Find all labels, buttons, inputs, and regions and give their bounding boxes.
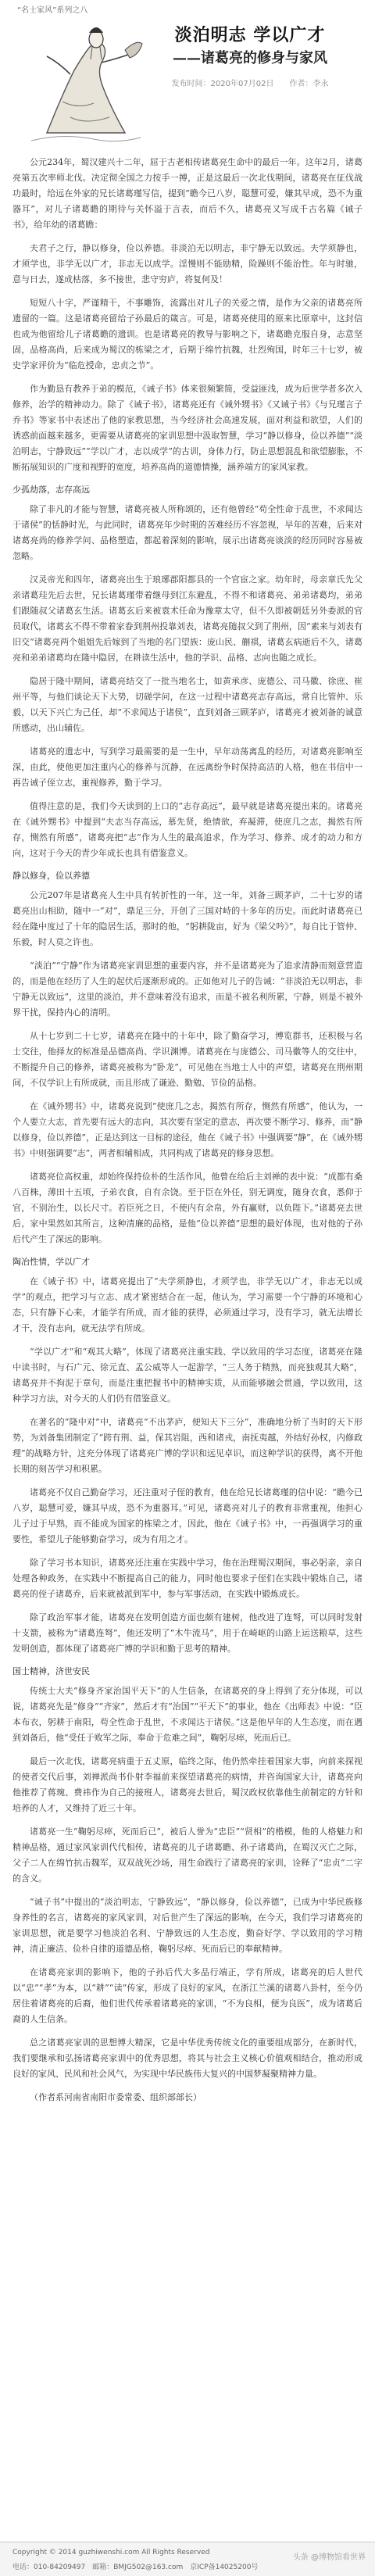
body-paragraph: 最后一次北伐，诸葛亮病重于五丈原，临终之际，他仍然牵挂着国家大事，向前来探视的使者交代后事，刘禅派尚书仆射李福前来探望诸葛亮的病情，并咨询国家大计，诸葛亮向他推荐了蒋琬、费祎作为自己的接班人，诸葛亮去世后，蜀汉政权依靠他生前制定的方针和培养的人才，又维持了近三十年。 (12, 1756, 362, 1813)
body-paragraph: 从十七岁到二十七岁，诸葛亮在隆中的十年中，除了勤奋学习，博览群书，还积极与名士交往，他择友的标准是品德高尚、学识渊博。诸葛亮在与庞德公、司马徽等人的交往中，不断提升自己的修养，诸葛亮被称为“卧龙”，可见他在当地士人中的声望，诸葛亮在荆州期间，不仅学识上有所成就，而且形成了谦逊、勤勉、节俭的品格。 (12, 1031, 362, 1088)
article-subtitle: ——诸葛亮的修身与家风 (173, 50, 327, 66)
body-paragraph: 公元234年，蜀汉建兴十二年，屈于古老相传诸葛亮生命中的最后一年。这年2月，诸葛亮第五次率师北伐。决定彻全国之力按手一搏，正是这最后一次北伐期间，诸葛亮在征伐战功最时，给远在外家的兄长诸葛瑾写信，提到“瞻今已八岁，聪慧可爱，嫌其早成，恐不为重器耳”，对儿子诸葛瞻的期待与关怀溢于言表，而后不久，诸葛亮又写成千古名篇《诫子书》，给年幼的诸葛瞻： (12, 157, 362, 230)
body-paragraph: 值得注意的是，我们今天读到的上口的“志存高远”，最早就是诸葛亮提出来的。诸葛亮在《诫外甥书》中提到“夫志当存高远，慕先贤，绝情欲，弃凝滞，使庶几之志，揭然有所存，恻然有所感”，诸葛亮把“志”作为人生的最高追求，作为学习、修养、成才的动力和方向，这对于今天的青少年成长也具有借鉴意义。 (12, 801, 362, 858)
author-note: （作者系河南省南阳市委常委、组织部部长） (30, 2092, 202, 2102)
watermark-text: 头条 @博物馆看世界 (292, 2553, 366, 2562)
body-paragraph: 总之诸葛亮家训的思想博大精深，它是中华优秀传统文化的重要组成部分，在新时代，我们要继承和弘扬诸葛亮家训中的优秀思想，将其与社会主义核心价值观相结合，推动形成良好的家风、民风和社会风气，为实现中华民族伟大复兴的中国梦凝聚精神力量。 (12, 2038, 362, 2079)
body-paragraph: 除了非凡的才能与智慧，诸葛亮被人所称颂的，还有他曾经“苟全性命于乱世，不求闻达于诸侯”的恬静时光，与此同时，诸葛亮年少时期的苦难经历不容忽视，早年的苦难，后来对诸葛亮尚的修养学问、品格塑造，都起着深刻的影响，展示出诸葛亮谈淡的经历同时容易被忽略。 (12, 504, 362, 561)
article-meta: 发布时间：2020年07月02日 作者：李永 (171, 80, 329, 88)
page-footer (0, 2542, 375, 2576)
body-paragraph: “诫子书”中提出的“淡泊明志，宁静致远”，“静以修身，俭以养德”，已成为中华民族修身养性的名言，诸葛亮的家风家训，对后世产生了深远的影响，在今天，我们学习诸葛亮的家训思想，就是要学习他淡泊名利、宁静致远的人生态度，勤奋好学、学以致用的学习精神，清正廉洁、俭朴自律的道德品格，鞠躬尽瘁、死而后已的奉献精神。 (12, 1897, 362, 1954)
body-paragraph: 汉灵帝光和四年，诸葛亮出生于琅琊郡阳都县的一个官宦之家。幼年时，母亲章氏先父亲诸葛珪先后去世，兄长诸葛瑾带着继母到江东避乱，不得不和诸葛亮、弟弟诸葛均，弟弟们跟随叔父诸葛玄生活。诸葛玄后来被袁术任命为豫章太守，但不久即被朝廷另外委派的官员取代，诸葛玄不得不带着家眷到荆州投靠刘表，诸葛亮随叔父到了荆州，因“素来与刘表有旧交”诸葛亮两个姐姐先后嫁到了当地的名门望族：庞山民、蒯祺，诸葛玄病逝后不久，诸葛亮和弟弟诸葛均在隆中隐居，在耕读生活中，他的学识、品格、志向也随之成长。 (12, 574, 362, 663)
body-paragraph: 传统士大夫“修身齐家治国平天下”的人生信条，在诸葛亮的身上得到了充分体现，可以说，诸葛亮先是“修身”“齐家”，然后才有“治国”“平天下”的事业，他在《出师表》中说：“臣本布衣，躬耕于南阳，苟全性命于乱世，不求闻达于诸侯。”这是他早年的人生态度，而在遇到刘备后，他“受任于败军之际，奉命于危难之间”，鞠躬尽瘁，死而后已。 (12, 1686, 362, 1743)
ink-figure-drawing (16, 16, 148, 147)
body-paragraph: 诸葛亮一生“鞠躬尽瘁，死而后已”，被后人誉为“忠臣”“贤相”的楷模，他的人格魅力和精神品格，通过家风家训代代相传，诸葛亮的儿子诸葛瞻、孙子诸葛尚，在蜀汉灭亡之际，父子二人在绵竹抗击魏军，双双战死沙场，用生命践行了诸葛亮的家训，诠释了“忠贞”二字的含义。 (12, 1826, 362, 1884)
zhuge-liang-illustration (16, 16, 148, 147)
contact-text: 电话：010-84209497 邮箱：BMJG502@163.com 京ICP备14025200号 (12, 2563, 259, 2571)
body-paragraph: 诸葛亮不仅自己勤奋学习，还注重对子侄的教育，他在给兄长诸葛瑾的信中说：“瞻今已八岁，聪慧可爱，嫌其早成，恐不为重器耳。”可见，诸葛亮对儿子的教育非常重视，他担心儿子过于早熟，而不能成为国家的栋梁之才，因此，他在《诫子书》中，一再强调学习的重要性，希望儿子能够勤奋学习，成为有用之才。 (12, 1487, 362, 1544)
body-paragraph: 夫君子之行，静以修身，俭以养德。非淡泊无以明志，非宁静无以致远。夫学须静也，才须学也，非学无以广才，非志无以成学。淫慢则不能励精，险躁则不能治性。年与时驰，意与日去，遂成枯落，多不接世，悲守穷庐，将复何及！ (12, 243, 362, 284)
body-paragraph: 诸葛亮的遗志中，写到学习最需要的是一生中，早年动荡离乱的经历，对诸葛亮影响至深，由此，使他更加注重内心的修养与沉静，在远离纷争时保持高洁的人格，他在书信中一再告诫子侄立志，重视修养，勤于学习。 (12, 746, 362, 788)
body-paragraph: 除了学习书本知识，诸葛亮还注重在实践中学习，他在治理蜀汉期间，事必躬亲，亲自处理各种政务，在实践中不断提高自己的能力，同时他也要求子侄们在实践中锻炼自己，诸葛亮的侄子诸葛乔，后来就被派到军中，参与军事活动，在实践中锻炼成长。 (12, 1558, 362, 1599)
body-paragraph: 短短八十字，严谨精干，不事雕饰，流露出对儿子的关爱之情，是作为父亲的诸葛亮所遗留的一篇。这是诸葛亮留给子孙最后的箴言。可是，诸葛亮使用的原来比原章中，这封信也成为他留给儿子诸葛瞻的遗训。也是诸葛亮的教导与影响之下，诸葛瞻克服自身，志意坚固，品格高尚，后来成为蜀汉的栋梁之才，后期于绵竹抗魏，壮烈殉国，时年三十七岁，被史学家评价为“临危授命，忠贞之节”。 (12, 298, 362, 370)
body-paragraph: “淡泊”“宁静”作为诸葛亮家训思想的重要内容，并不是诸葛亮为了追求清静而刻意营造的，而是他在经历了人生的起伏后逐渐形成的。正如他对儿子的告诫：“非淡泊无以明志，非宁静无以致远”，这里的淡泊，并不意味着没有追求，而是不被名利所累，宁静，则是不被外界干扰，保持内心的清明。 (12, 961, 362, 1018)
body-paragraph: 在诸葛亮家训的影响下，他的子孙后代大多品行端正，学有所成，诸葛亮的后人世代以“忠”“孝”为本，以“耕”“读”传家，形成了良好的家风，在浙江兰溪的诸葛八卦村，至今仍居住着诸葛亮的后裔，他们世代传承着诸葛亮的家训，“不为良相，便为良医”，成为诸葛后裔的人生信条。 (12, 1967, 362, 2024)
body-paragraph: 诸葛亮位高权重，却始终保持俭朴的生活作风，他曾在给后主刘禅的表中说：“成都有桑八百株，薄田十五顷，子弟衣食，自有余饶。至于臣在外任，别无调度，随身衣食，悉仰于官，不别治生，以长尺寸。若臣死之日，不使内有余帛，外有赢财，以负陛下。”诸葛亮去世后，家中果然如其所言，这种清廉的品格，是他“俭以养德”思想的最好体现，也对他的子孙后代产生了深远的影响。 (12, 1172, 362, 1244)
copyright-text: Copyright © 2014 guzhiwenshi.com All Rights Reserved (12, 2549, 210, 2556)
section-heading: 陶冶性情，学以广才 (12, 1257, 90, 1267)
article-body (12, 155, 362, 2113)
section-heading: 静以修身，俭以养德 (12, 871, 90, 881)
body-paragraph: 在著名的“隆中对”中，诸葛亮“不出茅庐，便知天下三分”，准确地分析了当时的天下形势，为刘备集团制定了“跨有荆、益，保其岩阻，西和诸戎，南抚夷越，外结好孙权，内修政理”的战略方针，这充分体现了诸葛亮广博的学识和远见卓识，而这种学识的获得，离不开他长期的刻苦学习和积累。 (12, 1417, 362, 1474)
body-paragraph: 除了政治军事才能，诸葛亮在发明创造方面也颇有建树，他改进了连弩，可以同时发射十支箭，被称为“诸葛连弩”，他还发明了“木牛流马”，用于在崎岖的山路上运送粮草，这些发明创造，都体现了诸葛亮广博的学识和勤于思考的精神。 (12, 1612, 362, 1654)
section-heading: 国士精神，济世安民 (12, 1666, 90, 1676)
body-paragraph: “学以广才”和“观其大略”，体现了诸葛亮注重实践、学以致用的学习态度，诸葛亮在隆中读书时，与石广元、徐元直、孟公威等人一起游学，“三人务于精熟，而亮独观其大略”，诸葛亮并不拘泥于章句，而是注重把握书中的精神实质，从而能够融会贯通，学以致用，这种学习方法，对今天的人们仍有借鉴意义。 (12, 1347, 362, 1404)
series-label: “名士家风”系列之八 (17, 6, 88, 15)
body-paragraph: 在《诫子书》中，诸葛亮提出了“夫学须静也，才须学也，非学无以广才，非志无以成学”的观点，把学习与立志、成才紧密结合在一起，他认为，学习需要一个宁静的环境和心态，只有静下心来，才能学有所成，而才能的获得，必须通过学习，没有学习，就无法增长才干，没有志向，就无法学有所成。 (12, 1276, 362, 1333)
body-paragraph: 公元207年是诸葛亮人生中具有转折性的一年，这一年，刘备三顾茅庐，二十七岁的诸葛亮出山相助，随中一“对”，鼎足三分，开创了三国对峙的十多年的历史。而此时诸葛亮已经在隆中度过了十年的隐居生活，那时的他，“躬耕陇亩，好为《梁父吟》”，每自比于管仲、乐毅，时人莫之许也。 (12, 890, 362, 947)
body-paragraph: 隐居于隆中期间，诸葛亮结交了一批当地名士，如黄承彦、庞德公、司马徽、徐庶、崔州平等，与他们谈论天下大势，切磋学问，在这一过程中诸葛亮志存高远，常自比管仲、乐毅，以天下兴亡为己任，却“不求闻达于诸侯”，直到刘备三顾茅庐，诸葛亮才被刘备的诚意所感动，出山辅佐。 (12, 676, 362, 733)
body-paragraph: 在《诫外甥书》中，诸葛亮说到“使庶几之志，揭然有所存，恻然有所感”，他认为，一个人要立大志，首先要有远大的志向，其次要有坚定的意志，再次要不断学习、修养，而“静以修身，俭以养德”，正是达到这一目标的途径，他在《诫子书》中强调要“静”，在《诫外甥书》中则强调要“志”，两者相辅相成，共同构成了诸葛亮的修身思想。 (12, 1101, 362, 1158)
section-heading: 少孤劫落，志存高远 (12, 485, 90, 495)
article-title: 淡泊明志 学以广才 (174, 25, 326, 45)
body-paragraph: 作为勤恳有教养于弟的模范，《诫子书》体来很频繁简，受益匪浅，成为后世学者多次入修养，治学的精神动力。除了《诫子书》，诸葛亮还有《诫外甥书》《又诫子书》《与兄瑾言子乔书》等家书中表述出了他的家教思想，当今经济社会高速发展，面对利益和欲望，人们的诱惑前面越来越多，更需要从诸葛亮的家训思想中汲取智慧，学习“静以修身，俭以养德”“淡泊明志，宁静致远”“学以广才，志以成学”的古训，身体力行，防止思想混乱和欲望膨胀，不断拓展知识的广度和视野的宽度，培养高尚的道德情操，涵养端方的家风家教。 (12, 384, 362, 472)
